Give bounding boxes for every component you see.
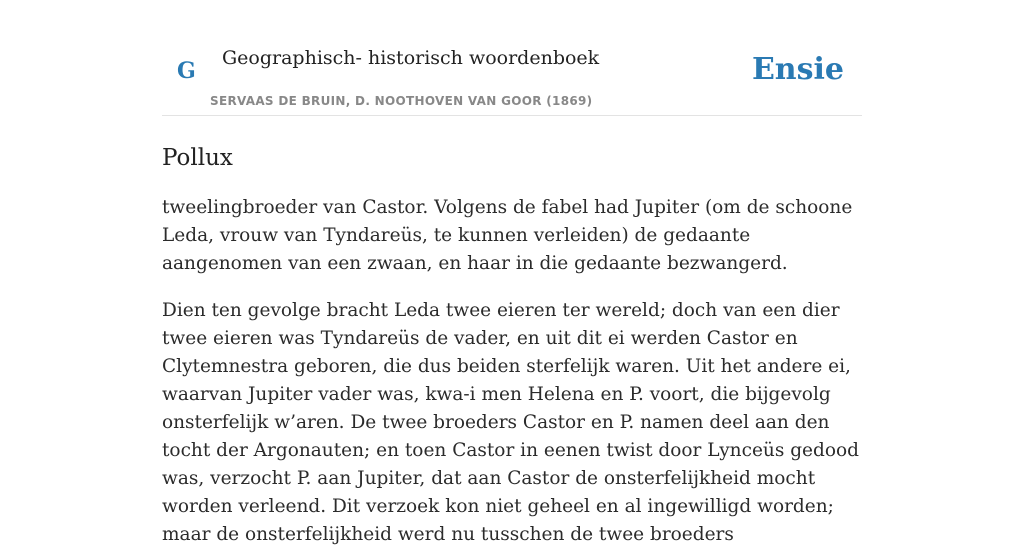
entry-paragraph-1: tweelingbroeder van Castor. Volgens de fabel had Jupiter (om de schoone Leda, vrouw van Tyndareüs, te kunnen verleiden) de gedaante aangenomen van een zwaan, en haar in die gedaante bezwangerd.: [162, 197, 853, 274]
book-logo-icon[interactable]: G: [177, 58, 196, 84]
book-authors: SERVAAS DE BRUIN, D. NOOTHOVEN VAN GOOR (1869): [210, 94, 593, 108]
book-header: [162, 0, 862, 116]
page: [162, 0, 862, 549]
book-title[interactable]: Geographisch- historisch woordenboek: [222, 47, 600, 69]
entry-paragraph-2: Dien ten gevolge bracht Leda twee eieren ter wereld; doch van een dier twee eieren was Tyndareüs de vader, en uit dit ei werden Castor en Clytemnestra geboren, die dus beiden sterfelijk waren. Uit het andere ei, waarvan Jupiter vader was, kwa-i men Helena en P. voort, die bijgevolg onsterfelijk w’aren. De twee broeders Castor en P. namen deel aan den tocht der Argonauten; en toen Castor in eenen twist door Lynceüs gedood was, verzocht P. aan Jupiter, dat aan Castor de onsterfelijkheid mocht worden verleend. Dit verzoek kon niet geheel en al ingewilligd worden; maar de onsterfelijkheid werd nu tusschen de twee broeders: [162, 300, 859, 545]
entry-title: Pollux: [162, 145, 233, 171]
brand-logo[interactable]: Ensie: [751, 52, 844, 87]
